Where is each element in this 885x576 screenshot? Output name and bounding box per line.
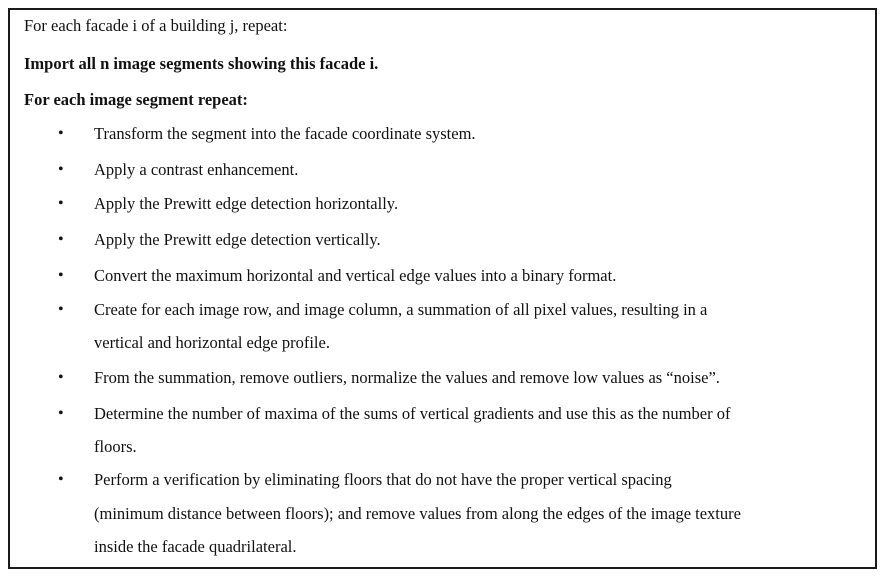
step-3: Apply the Prewitt edge detection horizontally.	[94, 194, 399, 213]
step-1: Transform the segment into the facade coordinate system.	[94, 124, 476, 143]
loop-line: For each image segment repeat:	[24, 90, 248, 109]
bullet-icon: •	[58, 161, 64, 178]
step-4: Apply the Prewitt edge detection vertically.	[94, 230, 381, 249]
bullet-icon: •	[58, 125, 64, 142]
step-9-line-1: Perform a verification by eliminating floors that do not have the proper vertical spacing	[94, 470, 672, 489]
bullet-icon: •	[58, 267, 64, 284]
step-9-line-2: (minimum distance between floors); and remove values from along the edges of the image texture	[94, 504, 741, 523]
step-8-line-2: floors.	[94, 437, 137, 456]
bullet-icon: •	[58, 369, 64, 386]
bullet-icon: •	[58, 301, 64, 318]
import-line: Import all n image segments showing this facade i.	[24, 54, 379, 73]
intro-line: For each facade i of a building j, repeat:	[24, 16, 288, 35]
step-2: Apply a contrast enhancement.	[94, 160, 299, 179]
step-7: From the summation, remove outliers, normalize the values and remove low values as “noise”.	[94, 368, 720, 387]
bullet-icon: •	[58, 195, 64, 212]
bullet-icon: •	[58, 405, 64, 422]
bullet-icon: •	[58, 471, 64, 488]
step-8-line-1: Determine the number of maxima of the sums of vertical gradients and use this as the number of	[94, 404, 731, 423]
step-6-line-2: vertical and horizontal edge profile.	[94, 333, 330, 352]
step-9-line-3: inside the facade quadrilateral.	[94, 537, 297, 556]
step-6-line-1: Create for each image row, and image column, a summation of all pixel values, resulting in a	[94, 300, 708, 319]
bullet-icon: •	[58, 231, 64, 248]
step-5: Convert the maximum horizontal and vertical edge values into a binary format.	[94, 266, 617, 285]
